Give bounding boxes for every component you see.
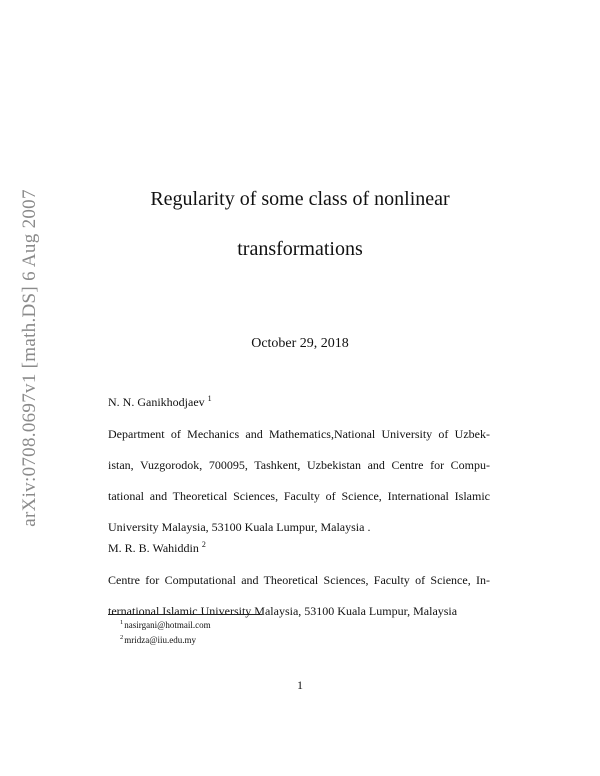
footnote-1-email: nasirgani@hotmail.com: [124, 620, 211, 630]
author-1-affiliation: [108, 419, 490, 543]
paper-title-line-1: Regularity of some class of nonlinear: [150, 188, 450, 210]
footnote-2-mark: 2: [120, 634, 124, 641]
author-2-footnote-mark: 2: [201, 540, 206, 549]
footnote-2-email: mridza@iiu.edu.my: [124, 635, 197, 645]
affiliation-1-line-3: tational and Theoretical Sciences, Faculty of Science, International Islamic: [108, 489, 490, 503]
affiliation-2-line-1: Centre for Computational and Theoretical Sciences, Faculty of Science, In-: [108, 573, 490, 587]
author-1: [108, 394, 490, 410]
author-1-name: N. N. Ganikhodjaev: [108, 395, 205, 409]
affiliation-1-line-2: istan, Vuzgorodok, 700095, Tashkent, Uzbekistan and Centre for Compu-: [108, 458, 490, 472]
footnote-1: [120, 619, 211, 630]
footnote-2: [120, 634, 196, 645]
author-2: [108, 540, 490, 556]
affiliation-1-line-4: University Malaysia, 53100 Kuala Lumpur, Malaysia .: [108, 520, 371, 534]
author-2-affiliation: [108, 565, 490, 627]
page-number: 1: [297, 678, 303, 692]
footnote-1-mark: 1: [120, 619, 124, 626]
affiliation-2-line-2: ternational Islamic University Malaysia, 53100 Kuala Lumpur, Malaysia: [108, 604, 458, 618]
author-2-name: M. R. B. Wahiddin: [108, 541, 199, 555]
footnote-rule: [108, 614, 262, 615]
paper-date: October 29, 2018: [251, 336, 349, 351]
paper-title-line-2: transformations: [237, 238, 363, 260]
affiliation-1-line-1: Department of Mechanics and Mathematics,National University of Uzbek-: [108, 427, 490, 441]
arxiv-identifier: arXiv:0708.0697v1 [math.DS] 6 Aug 2007: [19, 189, 40, 527]
author-1-footnote-mark: 1: [207, 394, 212, 403]
